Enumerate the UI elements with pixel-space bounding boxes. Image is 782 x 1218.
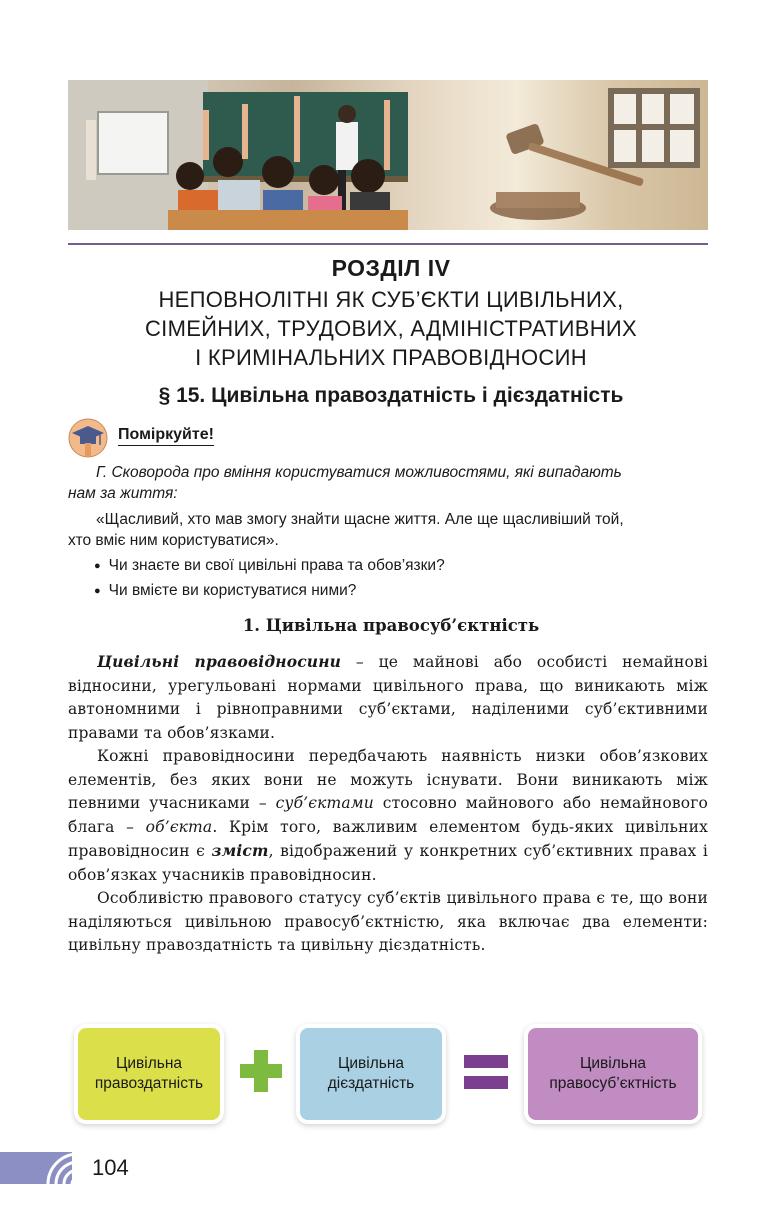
paragraph-2-text: . Крім того, важливим елементом будь-яких цивільних правовідносин є (68, 817, 708, 860)
diagram-label: Цивільна (115, 1055, 183, 1072)
diagram-box-legal-personality (528, 1028, 698, 1120)
think-heading: Поміркуйте! (118, 426, 214, 446)
paragraph-3: Особливістю правового статусу суб’єктів цивільного права є те, що вони наділяються цивільною правосуб’єктністю, яка включає два елементи: цивільну правоздатність та цивільну дієздатність. (68, 889, 708, 954)
banner-divider (68, 243, 708, 245)
paragraph-2 (68, 745, 708, 887)
diagram-label: дієздатність (327, 1075, 415, 1092)
diagram-box-active-capacity (300, 1028, 442, 1120)
diagram-label: правоздатність (94, 1075, 204, 1092)
chapter-title-line: СІМЕЙНИХ, ТРУДОВИХ, АДМІНІСТРАТИВНИХ (144, 316, 638, 341)
chapter-title-line: І КРИМІНАЛЬНИХ ПРАВОВІДНОСИН (195, 345, 587, 370)
skovoroda-quote (68, 509, 708, 551)
equals-icon (462, 1052, 510, 1092)
chapter-banner-image (68, 80, 708, 230)
graduation-cap-icon (68, 418, 108, 458)
think-intro-line: Г. Сковорода про вміння користуватися можливостями, які випадають (96, 464, 622, 481)
diagram-label: Цивільна (579, 1055, 647, 1072)
term-subjects: суб’єктами (275, 794, 374, 812)
quote-line: «Щасливий, хто мав змогу знайти щасне життя. Але ще щасливіший той, (96, 511, 624, 528)
diagram-box-legal-capacity (78, 1028, 220, 1120)
classroom-courtroom-illustration (68, 80, 708, 230)
diagram-label: Цивільна (337, 1055, 405, 1072)
term-content: зміст (211, 841, 269, 860)
paragraph-1 (68, 650, 708, 745)
paragraph-2-text: , відображений у конкретних суб’єктивних правах і обов’язках учасників правовідносин. (68, 842, 708, 884)
chapter-title-line: НЕПОВНОЛІТНІ ЯК СУБ’ЄКТИ ЦИВІЛЬНИХ, (158, 287, 624, 312)
decorative-arcs-icon (44, 1150, 84, 1186)
plus-icon (238, 1048, 284, 1094)
paragraph-2-text: стосовно майнового або немайнового блага – (68, 794, 708, 836)
paragraph-2-text: Кожні правовідносини передбачають наявність низки обов’язкових елементів, без яких вони не можуть існувати. Вони виникають між певними учасниками – (68, 747, 708, 812)
think-questions (94, 554, 445, 604)
think-intro-line: нам за життя: (68, 485, 178, 502)
question-item: ● Чи знаєте ви свої цивільні права та обов’язки? (94, 554, 445, 579)
body-text (68, 650, 708, 958)
paragraph-1-text: – це майнові або особисті немайнові відносини, урегульовані нормами цивільного права, що виникають між автономними і рівноправними суб’єктами, наділеними суб’єктивними правами та обов’язками. (68, 653, 708, 742)
term-object: об’єкта (145, 817, 213, 836)
page-number: 104 (92, 1155, 129, 1180)
question-item: ● Чи вмієте ви користуватися ними? (94, 579, 445, 604)
chapter-title (0, 285, 782, 372)
diagram-label: правосуб’єктність (549, 1075, 677, 1092)
think-intro (68, 462, 708, 504)
subsection-title: 1. Цивільна правосуб’єктність (242, 616, 540, 635)
chapter-number: РОЗДІЛ IV (331, 255, 451, 281)
quote-line: хто вміє ним користуватися». (68, 532, 279, 549)
term-civil-relations: Цивільні правовідносини (97, 652, 342, 671)
section-title: § 15. Цивільна правоздатність і дієздатність (158, 384, 624, 407)
